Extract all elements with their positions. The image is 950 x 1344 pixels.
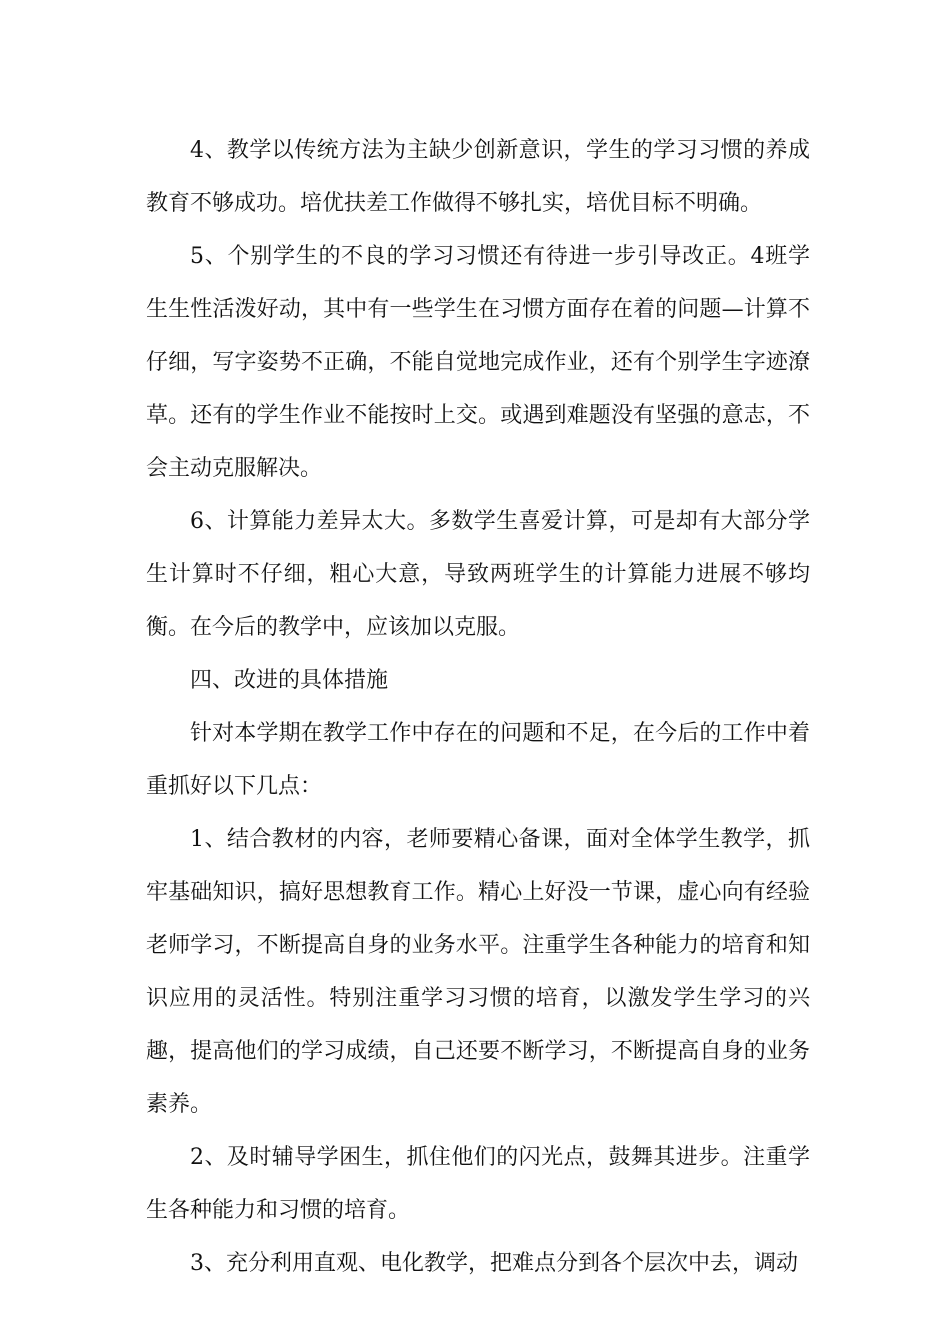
document-body: [146, 124, 810, 1290]
paragraph-item-4-issue: 4、教学以传统方法为主缺少创新意识，学生的学习习惯的养成教育不够成功。培优扶差工作做得不够扎实，培优目标不明确。: [146, 138, 810, 216]
section-heading-improvement: 四、改进的具体措施: [190, 668, 389, 693]
paragraph-measure-3: 3、充分利用直观、电化教学，把难点分到各个层次中去，调动: [190, 1251, 798, 1276]
paragraph-measure-1: 1、结合教材的内容，老师要精心备课，面对全体学生教学，抓牢基础知识，搞好思想教育工作。精心上好没一节课，虚心向有经验老师学习，不断提高自身的业务水平。注重学生各种能力的培育和知识应用的灵活性。特别注重学习习惯的培育，以激发学生学习的兴趣，提高他们的学习成绩，自己还要不断学习，不断提高自身的业务素养。: [146, 827, 810, 1117]
paragraph-intro: 针对本学期在教学工作中存在的问题和不足，在今后的工作中着重抓好以下几点：: [146, 721, 810, 799]
paragraph-item-6-issue: 6、计算能力差异太大。多数学生喜爱计算，可是却有大部分学生计算时不仔细，粗心大意，导致两班学生的计算能力进展不够均衡。在今后的教学中，应该加以克服。: [146, 509, 810, 640]
paragraph-measure-2: 2、及时辅导学困生，抓住他们的闪光点，鼓舞其进步。注重学生各种能力和习惯的培育。: [146, 1145, 810, 1223]
paragraph-item-5-issue: 5、个别学生的不良的学习习惯还有待进一步引导改正。4班学生生性活泼好动，其中有一些学生在习惯方面存在着的问题—计算不仔细，写字姿势不正确，不能自觉地完成作业，还有个别学生字迹潦草。还有的学生作业不能按时上交。或遇到难题没有坚强的意志，不会主动克服解决。: [146, 244, 810, 481]
